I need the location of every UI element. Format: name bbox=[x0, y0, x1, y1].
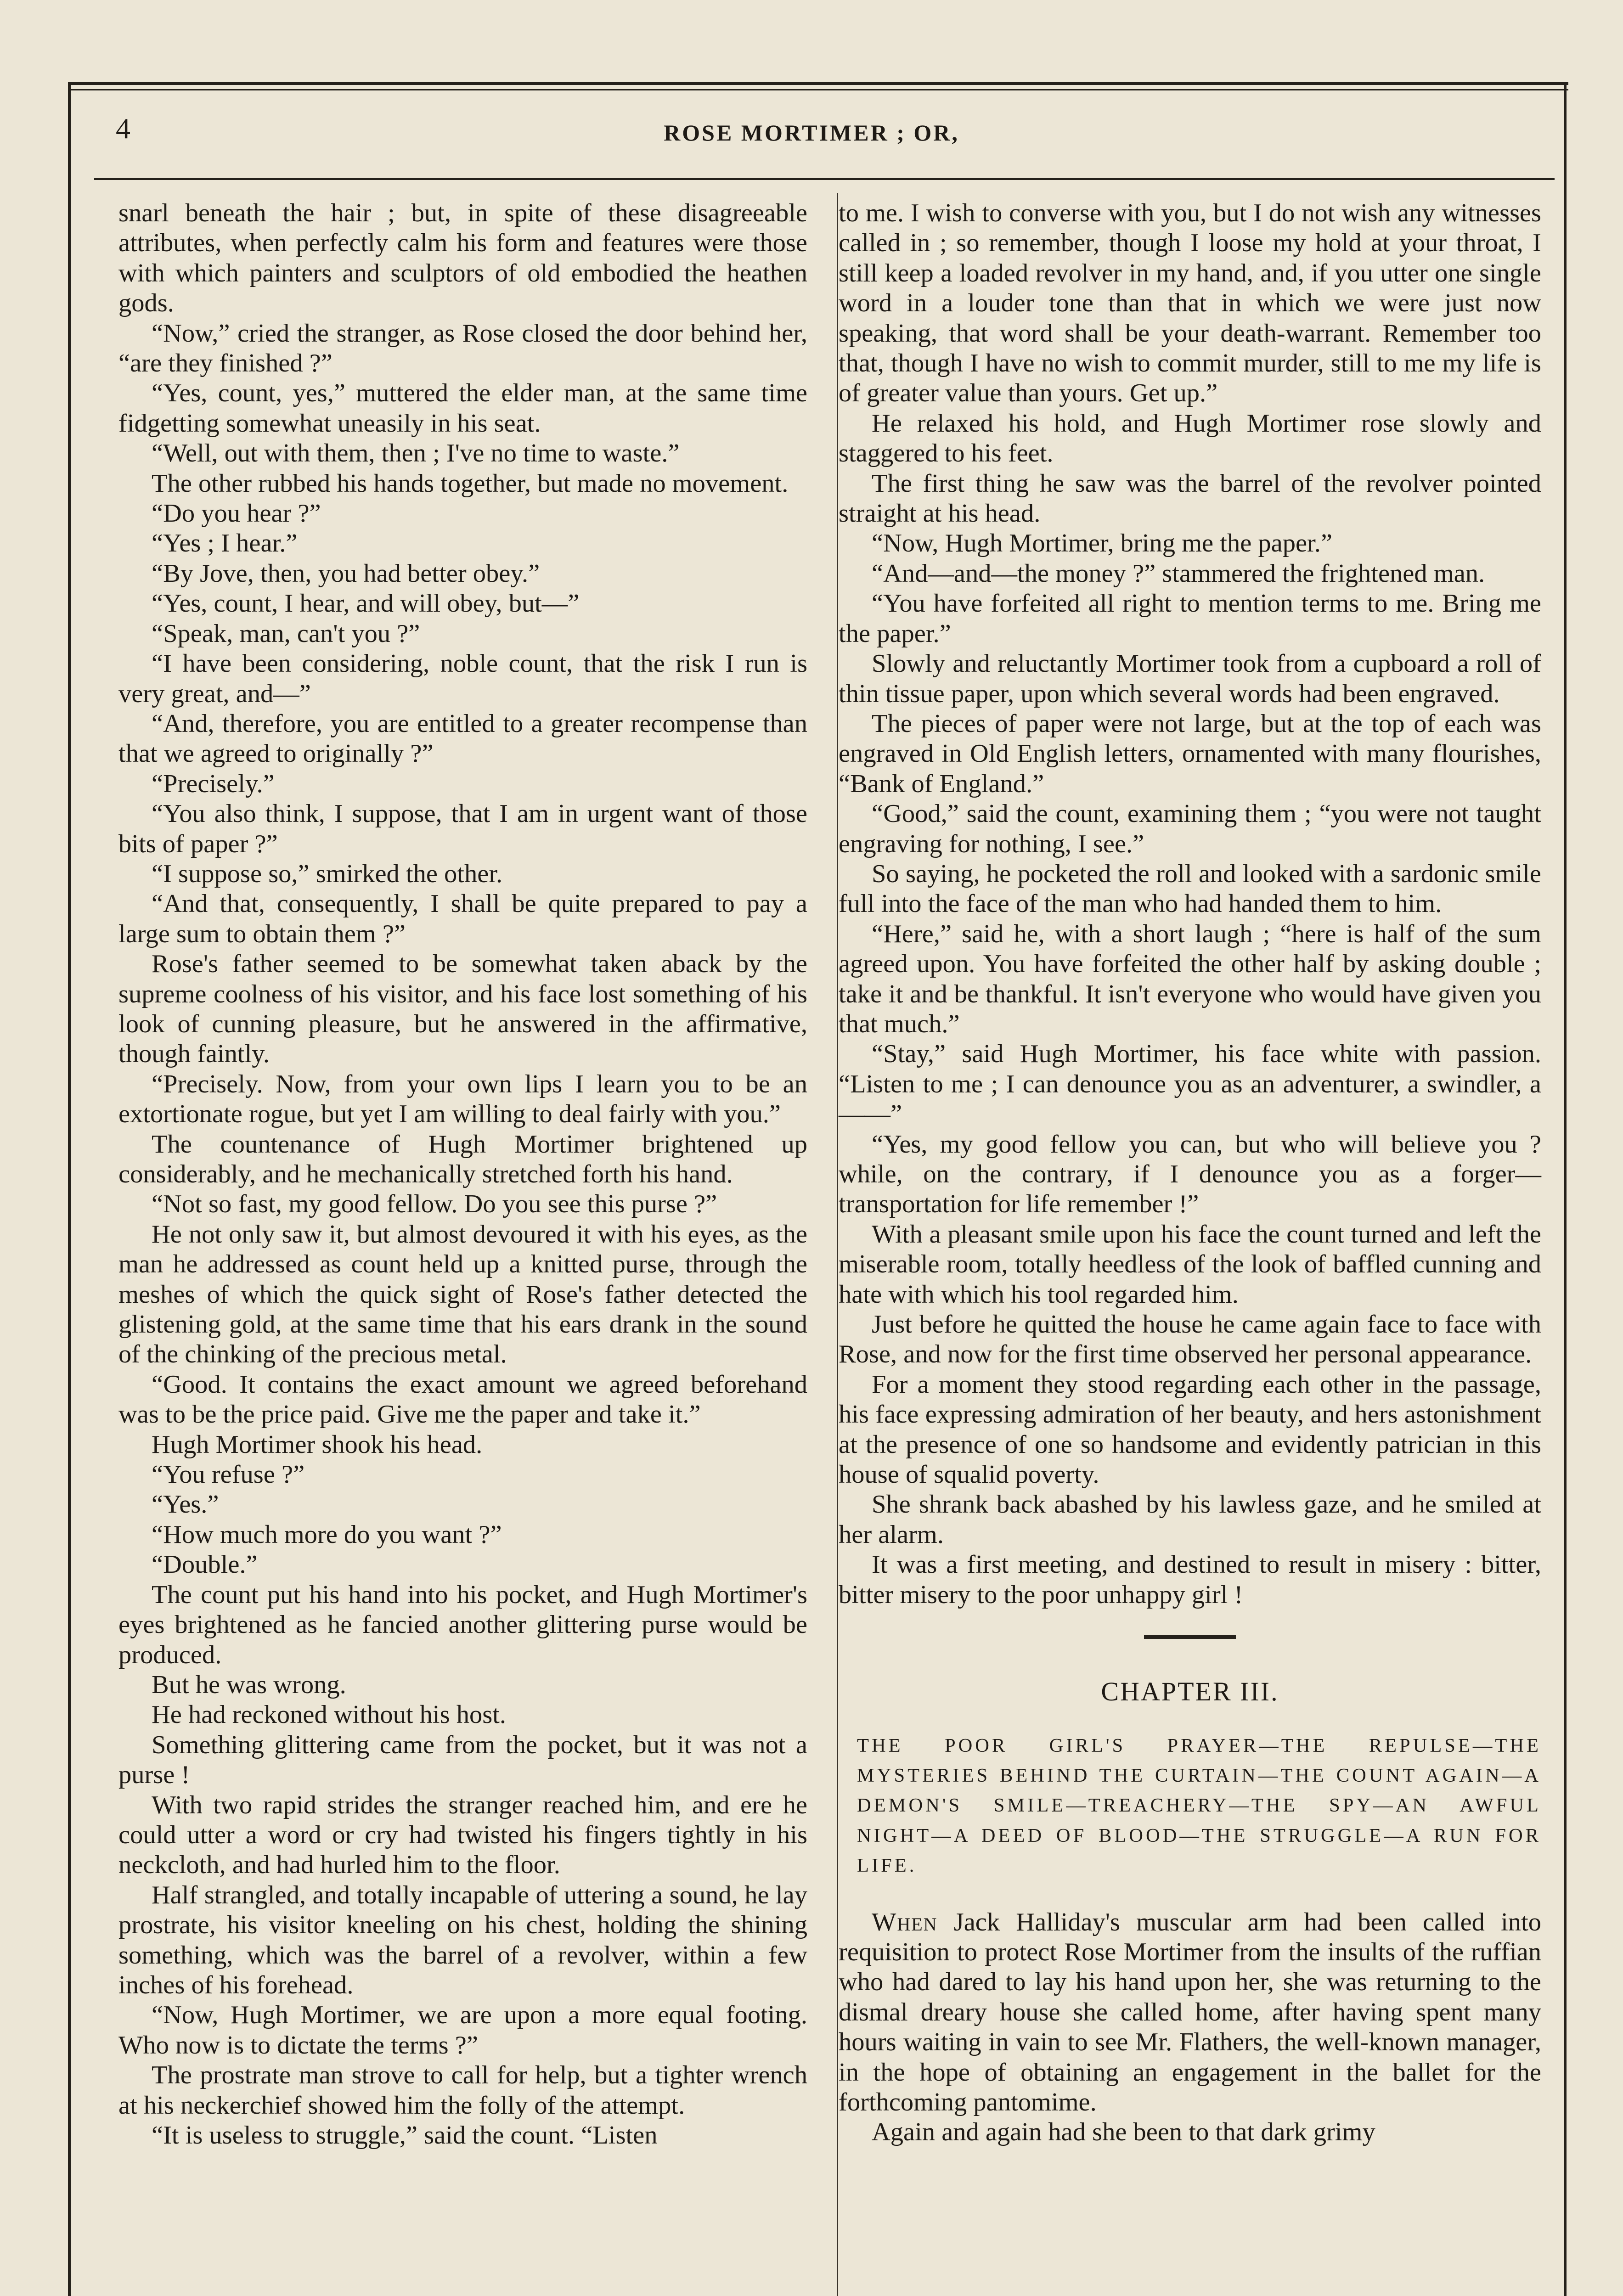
paragraph: Something glittering came from the pocket, but it was not a purse ! bbox=[118, 1730, 807, 1790]
right-column bbox=[839, 198, 1541, 2148]
paragraph: “Do you hear ?” bbox=[152, 499, 321, 528]
chapter-opening-word: When bbox=[872, 1908, 938, 1936]
paragraph: “Precisely.” bbox=[152, 769, 275, 798]
paragraph: “You refuse ?” bbox=[152, 1460, 305, 1489]
paragraph: It was a first meeting, and destined to result in misery : bitter, bitter misery to the poor unhappy girl ! bbox=[839, 1550, 1541, 1609]
chapter-title: CHAPTER III. bbox=[1101, 1677, 1279, 1707]
paragraph: “Now, Hugh Mortimer, we are upon a more equal footing. Who now is to dictate the terms ?” bbox=[118, 2001, 807, 2060]
paragraph: to me. I wish to converse with you, but I do not wish any witnesses called in ; so remember, though I loose my hold at your throat, I still keep a loaded revolver in my hand, and, if you utter one single word in a louder tone than that in which we were just now speaking, that word shall be your death-warrant. Remember too that, though I have no wish to commit murder, still to me my life is of greater value than yours. Get up.” bbox=[839, 199, 1541, 408]
paragraph: She shrank back abashed by his lawless gaze, and he smiled at her alarm. bbox=[839, 1490, 1541, 1549]
paragraph: “Speak, man, can't you ?” bbox=[152, 619, 420, 648]
paragraph: “And—and—the money ?” stammered the frightened man. bbox=[872, 559, 1485, 588]
paragraph: “I suppose so,” smirked the other. bbox=[152, 859, 503, 888]
paragraph: “I have been considering, noble count, that the risk I run is very great, and—” bbox=[118, 649, 807, 708]
paragraph: The count put his hand into his pocket, and Hugh Mortimer's eyes brightened as he fancied another glittering purse would be produced. bbox=[118, 1580, 807, 1669]
paragraph: He had reckoned without his host. bbox=[152, 1700, 507, 1729]
paragraph: “Yes, count, I hear, and will obey, but—” bbox=[152, 589, 580, 618]
paragraph: “Precisely. Now, from your own lips I learn you to be an extortionate rogue, but yet I am willing to deal fairly with you.” bbox=[118, 1069, 807, 1129]
paragraph: The first thing he saw was the barrel of the revolver pointed straight at his head. bbox=[839, 469, 1541, 528]
paragraph: “Yes.” bbox=[152, 1490, 219, 1519]
paragraph: “And that, consequently, I shall be quite prepared to pay a large sum to obtain them ?” bbox=[118, 889, 807, 948]
paragraph: Rose's father seemed to be somewhat taken aback by the supreme coolness of his visitor, and his face lost something of his look of cunning pleasure, but he answered in the affirmative, though faintly. bbox=[118, 950, 807, 1069]
paragraph: The other rubbed his hands together, but made no movement. bbox=[152, 469, 789, 498]
paragraph: “Yes, count, yes,” muttered the elder man, at the same time fidgetting somewhat uneasily in his seat. bbox=[118, 379, 807, 438]
chapter-opening-text: Jack Halliday's muscular arm had been called into requisition to protect Rose Mortimer from the insults of the ruffian who had dared to lay his hand upon her, she was returning to the dismal dreary house she called home, after having spent many hours waiting in vain to see Mr. Flathers, the well-known manager, in the hope of obtaining an engagement in the ballet for the forthcoming pantomime. bbox=[839, 1908, 1541, 2116]
paragraph: “You have forfeited all right to mention terms to me. Bring me the paper.” bbox=[839, 589, 1541, 648]
paragraph: “Not so fast, my good fellow. Do you see this purse ?” bbox=[152, 1190, 717, 1219]
paragraph: “You also think, I suppose, that I am in urgent want of those bits of paper ?” bbox=[118, 799, 807, 858]
chapter-opening-paragraph bbox=[839, 1908, 1541, 2118]
chapter-summary: THE POOR GIRL'S PRAYER—THE REPULSE—THE MYSTERIES BEHIND THE CURTAIN—THE COUNT AGAIN—A DEMON'S SMILE—TREACHERY—THE SPY—AN AWFUL NIGHT—A DEED OF BLOOD—THE STRUGGLE—A RUN FOR LIFE. bbox=[857, 1734, 1541, 1877]
paragraph: “Here,” said he, with a short laugh ; “here is half of the sum agreed upon. You have forfeited the other half by asking double ; take it and be thankful. It isn't everyone who would have given you that much.” bbox=[839, 919, 1541, 1038]
paragraph: “Good,” said the count, examining them ; “you were not taught engraving for nothing, I see.” bbox=[839, 799, 1541, 858]
top-border-rule bbox=[69, 82, 1568, 85]
paragraph: snarl beneath the hair ; but, in spite of these disagreeable attributes, when perfectly calm his form and features were those with which painters and sculptors of old embodied the heathen gods. bbox=[118, 199, 807, 318]
left-border-rule bbox=[68, 82, 71, 2296]
paragraph: With two rapid strides the stranger reached him, and ere he could utter a word or cry had twisted his fingers tightly in his neckcloth, and had hurled him to the floor. bbox=[118, 1790, 807, 1880]
paragraph: “And, therefore, you are entitled to a greater recompense than that we agreed to originally ?” bbox=[118, 709, 807, 768]
paragraph: “By Jove, then, you had better obey.” bbox=[152, 559, 540, 588]
paragraph: “How much more do you want ?” bbox=[152, 1520, 502, 1549]
paragraph: “Yes, my good fellow you can, but who will believe you ? while, on the contrary, if I denounce you as a forger—transportation for life remember !” bbox=[839, 1130, 1541, 1219]
paragraph: Again and again had she been to that dark grimy bbox=[872, 2118, 1375, 2147]
paragraph: The countenance of Hugh Mortimer brightened up considerably, and he mechanically stretched forth his hand. bbox=[118, 1130, 807, 1188]
top-border-thin-rule bbox=[69, 89, 1568, 90]
paragraph: The pieces of paper were not large, but at the top of each was engraved in Old English letters, ornamented with many flourishes, “Bank of England.” bbox=[839, 709, 1541, 798]
paragraph: “Stay,” said Hugh Mortimer, his face white with passion. “Listen to me ; I can denounce you as an adventurer, a swindler, a——” bbox=[839, 1040, 1541, 1129]
paragraph: Slowly and reluctantly Mortimer took from a cupboard a roll of thin tissue paper, upon which several words had been engraved. bbox=[839, 649, 1541, 708]
paragraph: For a moment they stood regarding each other in the passage, his face expressing admiration of her beauty, and hers astonishment at the presence of one so handsome and evidently patrician in this house of squalid poverty. bbox=[839, 1370, 1541, 1489]
paragraph: “Double.” bbox=[152, 1550, 258, 1579]
paragraph: The prostrate man strove to call for help, but a tighter wrench at his neckerchief showed him the folly of the attempt. bbox=[118, 2061, 807, 2120]
paragraph: Hugh Mortimer shook his head. bbox=[152, 1430, 483, 1459]
left-column bbox=[118, 198, 807, 2150]
paragraph: “Well, out with them, then ; I've no time to waste.” bbox=[152, 439, 680, 468]
paragraph: Half strangled, and totally incapable of uttering a sound, he lay prostrate, his visitor kneeling on his chest, holding the shining something, which was the barrel of a revolver, within a few inches of his forehead. bbox=[118, 1880, 807, 1999]
header-rule bbox=[94, 178, 1555, 180]
running-title: ROSE MORTIMER ; OR, bbox=[664, 120, 959, 146]
column-divider bbox=[837, 193, 838, 2296]
chapter-separator-rule bbox=[1144, 1635, 1236, 1639]
paragraph: “It is useless to struggle,” said the count. “Listen bbox=[152, 2121, 658, 2150]
paragraph: So saying, he pocketed the roll and looked with a sardonic smile full into the face of the man who had handed them to him. bbox=[839, 859, 1541, 918]
paragraph: But he was wrong. bbox=[152, 1670, 346, 1699]
paragraph: “Now, Hugh Mortimer, bring me the paper.” bbox=[872, 529, 1332, 558]
page-number: 4 bbox=[116, 112, 130, 145]
paragraph: He not only saw it, but almost devoured it with his eyes, as the man he addressed as count held up a knitted purse, through the meshes of which the quick sight of Rose's father detected the glistening gold, at the same time that his ears drank in the sound of the chinking of the precious metal. bbox=[118, 1220, 807, 1369]
paragraph: “Now,” cried the stranger, as Rose closed the door behind her, “are they finished ?” bbox=[118, 319, 807, 378]
paragraph: “Good. It contains the exact amount we agreed beforehand was to be the price paid. Give me the paper and take it.” bbox=[118, 1370, 807, 1429]
paragraph: Just before he quitted the house he came again face to face with Rose, and now for the first time observed her personal appearance. bbox=[839, 1310, 1541, 1369]
paragraph: He relaxed his hold, and Hugh Mortimer rose slowly and staggered to his feet. bbox=[839, 409, 1541, 468]
paragraph: With a pleasant smile upon his face the count turned and left the miserable room, totally heedless of the look of baffled cunning and hate with which his tool regarded him. bbox=[839, 1220, 1541, 1309]
right-border-rule bbox=[1564, 82, 1567, 2296]
paragraph: “Yes ; I hear.” bbox=[152, 529, 298, 558]
